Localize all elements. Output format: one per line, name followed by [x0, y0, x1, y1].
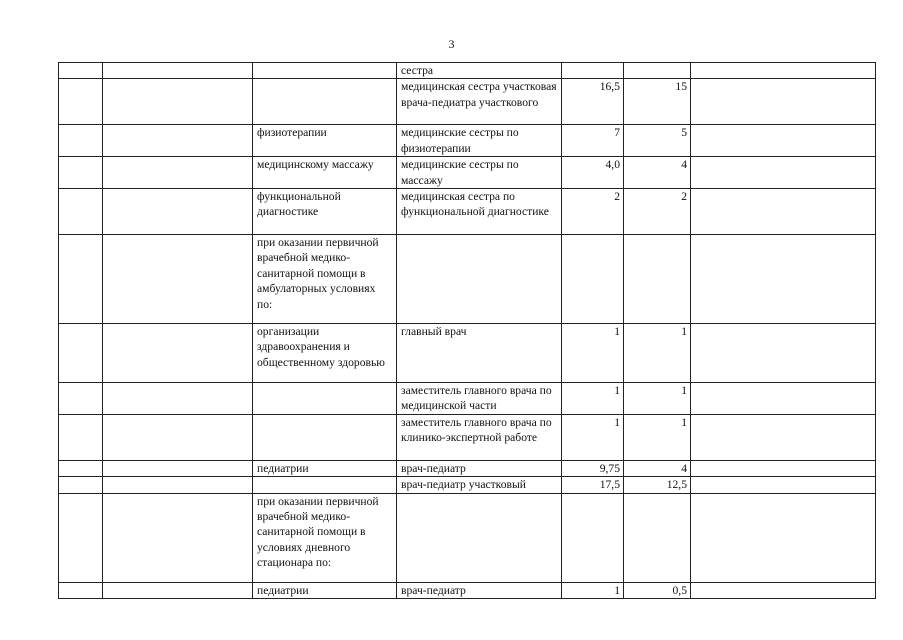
division-cell	[103, 414, 253, 460]
table-row	[59, 189, 876, 235]
row-number-cell	[59, 582, 103, 598]
required-count-cell: 7	[562, 125, 624, 157]
position-cell: врач-педиатр участковый	[397, 477, 562, 493]
position-cell: заместитель главного врача по клинико-экспертной работе	[397, 414, 562, 460]
actual-count-cell: 4	[624, 157, 691, 189]
row-number-cell	[59, 383, 103, 415]
division-cell	[103, 189, 253, 235]
required-count-cell: 9,75	[562, 460, 624, 476]
table-row	[59, 79, 876, 125]
note-cell	[691, 125, 876, 157]
row-number-cell	[59, 460, 103, 476]
actual-count-cell: 12,5	[624, 477, 691, 493]
actual-count-cell: 5	[624, 125, 691, 157]
note-cell	[691, 324, 876, 383]
actual-count-cell: 2	[624, 189, 691, 235]
division-cell	[103, 157, 253, 189]
division-cell	[103, 493, 253, 582]
table-row	[59, 157, 876, 189]
specialty-cell: педиатрии	[253, 582, 397, 598]
specialty-cell	[253, 383, 397, 415]
position-cell: медицинская сестра по функциональной диагностике	[397, 189, 562, 235]
row-number-cell	[59, 235, 103, 324]
division-cell	[103, 383, 253, 415]
required-count-cell: 1	[562, 582, 624, 598]
position-cell: сестра	[397, 63, 562, 79]
page-number: 3	[448, 37, 455, 51]
section-heading-cell: при оказании первичной врачебной медико-санитарной помощи в условиях дневного стационара по:	[253, 493, 397, 582]
required-count-cell	[562, 235, 624, 324]
specialty-cell: педиатрии	[253, 460, 397, 476]
section-heading-cell: при оказании первичной врачебной медико-санитарной помощи в амбулаторных условиях по:	[253, 235, 397, 324]
specialty-cell	[253, 414, 397, 460]
table-row	[59, 235, 876, 324]
required-count-cell: 2	[562, 189, 624, 235]
table-row	[59, 383, 876, 415]
specialty-cell: физиотерапии	[253, 125, 397, 157]
position-cell	[397, 493, 562, 582]
note-cell	[691, 477, 876, 493]
note-cell	[691, 582, 876, 598]
actual-count-cell: 1	[624, 383, 691, 415]
note-cell	[691, 189, 876, 235]
division-cell	[103, 460, 253, 476]
position-cell: медицинские сестры по физиотерапии	[397, 125, 562, 157]
required-count-cell: 1	[562, 414, 624, 460]
division-cell	[103, 63, 253, 79]
required-count-cell	[562, 493, 624, 582]
note-cell	[691, 157, 876, 189]
table-row	[59, 63, 876, 79]
required-count-cell: 1	[562, 383, 624, 415]
row-number-cell	[59, 79, 103, 125]
specialty-cell	[253, 477, 397, 493]
position-cell: медицинские сестры по массажу	[397, 157, 562, 189]
position-cell: медицинская сестра участковая врача-педиатра участкового	[397, 79, 562, 125]
division-cell	[103, 582, 253, 598]
table-row	[59, 582, 876, 598]
position-cell	[397, 235, 562, 324]
position-cell: заместитель главного врача по медицинской части	[397, 383, 562, 415]
actual-count-cell	[624, 235, 691, 324]
note-cell	[691, 63, 876, 79]
specialty-cell: функциональной диагностике	[253, 189, 397, 235]
required-count-cell: 4,0	[562, 157, 624, 189]
note-cell	[691, 493, 876, 582]
division-cell	[103, 477, 253, 493]
row-number-cell	[59, 493, 103, 582]
staffing-table	[58, 62, 876, 599]
row-number-cell	[59, 189, 103, 235]
position-cell: главный врач	[397, 324, 562, 383]
division-cell	[103, 125, 253, 157]
note-cell	[691, 460, 876, 476]
row-number-cell	[59, 63, 103, 79]
row-number-cell	[59, 414, 103, 460]
required-count-cell	[562, 63, 624, 79]
row-number-cell	[59, 324, 103, 383]
specialty-cell	[253, 63, 397, 79]
required-count-cell: 16,5	[562, 79, 624, 125]
required-count-cell: 1	[562, 324, 624, 383]
position-cell: врач-педиатр	[397, 582, 562, 598]
row-number-cell	[59, 157, 103, 189]
actual-count-cell: 0,5	[624, 582, 691, 598]
note-cell	[691, 414, 876, 460]
specialty-cell: медицинскому массажу	[253, 157, 397, 189]
table-row	[59, 460, 876, 476]
table-row	[59, 477, 876, 493]
note-cell	[691, 383, 876, 415]
specialty-cell	[253, 79, 397, 125]
table-row	[59, 324, 876, 383]
actual-count-cell: 4	[624, 460, 691, 476]
table-row	[59, 493, 876, 582]
required-count-cell: 17,5	[562, 477, 624, 493]
table-row	[59, 125, 876, 157]
row-number-cell	[59, 125, 103, 157]
note-cell	[691, 79, 876, 125]
actual-count-cell: 1	[624, 324, 691, 383]
table-row	[59, 414, 876, 460]
division-cell	[103, 235, 253, 324]
specialty-cell: организации здравоохранения и общественному здоровью	[253, 324, 397, 383]
actual-count-cell: 15	[624, 79, 691, 125]
row-number-cell	[59, 477, 103, 493]
position-cell: врач-педиатр	[397, 460, 562, 476]
actual-count-cell: 1	[624, 414, 691, 460]
note-cell	[691, 235, 876, 324]
actual-count-cell	[624, 63, 691, 79]
actual-count-cell	[624, 493, 691, 582]
division-cell	[103, 324, 253, 383]
division-cell	[103, 79, 253, 125]
